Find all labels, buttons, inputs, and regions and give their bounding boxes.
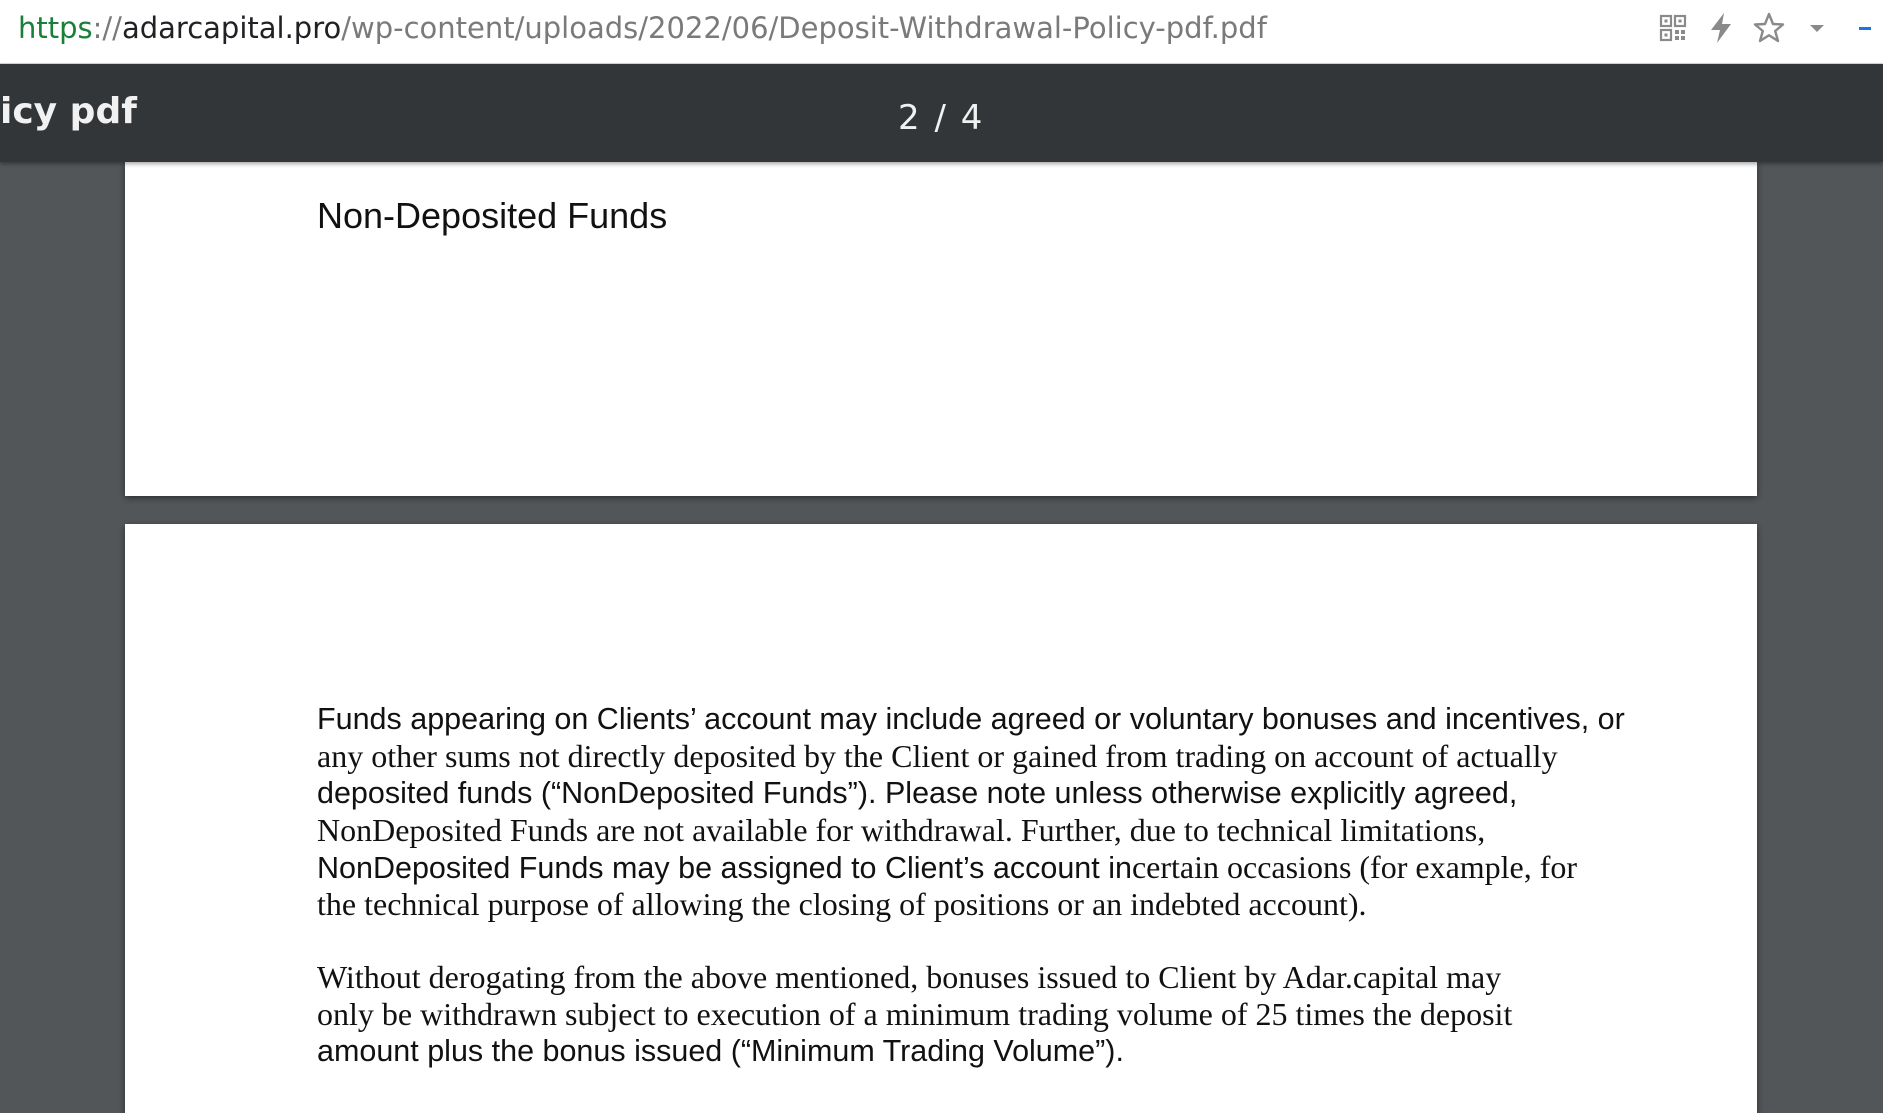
paragraph-line: Funds appearing on Clients’ account may include agreed or voluntary bonuses and incentives, or bbox=[317, 702, 1625, 736]
paragraph-line: NonDeposited Funds are not available for withdrawal. Further, due to technical limitations, bbox=[317, 812, 1486, 848]
paragraph-bonus-withdrawal bbox=[317, 959, 1657, 1070]
paragraph-line: only be withdrawn subject to execution of a minimum trading volume of 25 times the deposit bbox=[317, 996, 1513, 1032]
paragraph-line: the technical purpose of allowing the closing of positions or an indebted account). bbox=[317, 886, 1367, 922]
section-heading: Non-Deposited Funds bbox=[317, 195, 668, 236]
paragraph-line-mixed bbox=[317, 849, 1657, 886]
paragraph-non-deposited-funds bbox=[317, 701, 1657, 923]
address-bar-actions bbox=[1653, 8, 1883, 48]
star-icon[interactable] bbox=[1749, 8, 1789, 48]
url-scheme: https bbox=[18, 11, 93, 45]
paragraph-line: deposited funds (“NonDeposited Funds”). Please note unless otherwise explicitly agreed, bbox=[317, 776, 1518, 810]
address-bar[interactable] bbox=[0, 0, 1883, 64]
qr-code-icon[interactable] bbox=[1653, 8, 1693, 48]
pdf-page-1 bbox=[125, 162, 1757, 496]
lightning-icon[interactable] bbox=[1701, 8, 1741, 48]
paragraph-line: any other sums not directly deposited by the Client or gained from trading on account of actually bbox=[317, 738, 1558, 774]
url-field[interactable] bbox=[18, 10, 1267, 46]
pdf-page-2 bbox=[125, 524, 1757, 1113]
pdf-toolbar bbox=[0, 64, 1883, 162]
page-indicator[interactable]: 2 / 4 bbox=[898, 98, 985, 138]
paragraph-line: Without derogating from the above mentioned, bonuses issued to Client by Adar.capital may bbox=[317, 959, 1502, 995]
dropdown-arrow-icon[interactable] bbox=[1797, 8, 1837, 48]
paragraph-line-part: certain occasions (for example, for bbox=[1131, 849, 1578, 885]
url-host: adarcapital.pro bbox=[121, 11, 342, 45]
paragraph-line-part: NonDeposited Funds may be assigned to Client’s account in bbox=[317, 851, 1132, 885]
pdf-viewer[interactable] bbox=[0, 162, 1883, 1113]
url-separator: :// bbox=[92, 11, 122, 45]
paragraph-line: amount plus the bonus issued (“Minimum Trading Volume”). bbox=[317, 1034, 1124, 1068]
url-path: /wp-content/uploads/2022/06/Deposit-Withdrawal-Policy-pdf.pdf bbox=[341, 11, 1267, 45]
document-title: icy pdf bbox=[0, 91, 137, 132]
extension-indicator bbox=[1859, 27, 1871, 30]
